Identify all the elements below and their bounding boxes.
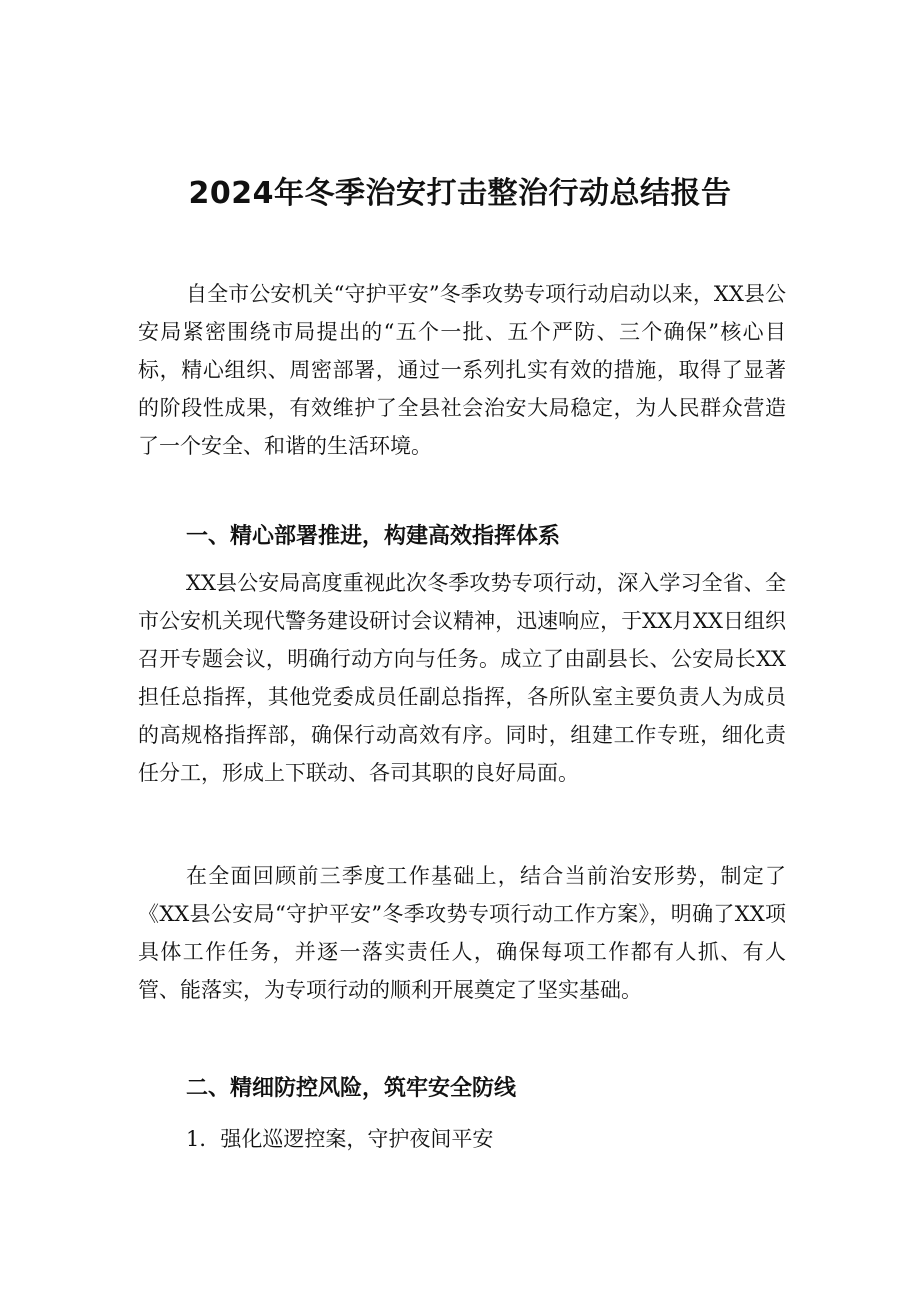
subitem-1: 1．强化巡逻控案，守护夜间平安: [186, 1127, 494, 1151]
paragraph-intro: 自全市公安机关“守护平安”冬季攻势专项行动启动以来，XX县公安局紧密围绕市局提出的“五个一批、五个严防、三个确保”核心目标，精心组织、周密部署，通过一系列扎实有效的措施，取得了显著的阶段性成果，有效维护了全县社会治安大局稳定，为人民群众营造了一个安全、和谐的生活环境。: [138, 282, 786, 458]
paragraph-section-1-b: 在全面回顾前三季度工作基础上，结合当前治安形势，制定了《XX县公安局“守护平安”冬季攻势专项行动工作方案》，明确了XX项具体工作任务，并逐一落实责任人，确保每项工作都有人抓、有人管、能落实，为专项行动的顺利开展奠定了坚实基础。: [138, 864, 786, 1002]
document-title: 2024年冬季治安打击整治行动总结报告: [188, 176, 732, 211]
section-heading-1: 一、精心部署推进，构建高效指挥体系: [186, 524, 561, 549]
section-heading-2: 二、精细防控风险，筑牢安全防线: [186, 1076, 517, 1101]
paragraph-section-1-a: XX县公安局高度重视此次冬季攻势专项行动，深入学习全省、全市公安机关现代警务建设研讨会议精神，迅速响应，于XX月XX日组织召开专题会议，明确行动方向与任务。成立了由副县长、公安局长XX担任总指挥，其他党委成员任副总指挥，各所队室主要负责人为成员的高规格指挥部，确保行动高效有序。同时，组建工作专班，细化责任分工，形成上下联动、各司其职的良好局面。: [138, 571, 786, 785]
